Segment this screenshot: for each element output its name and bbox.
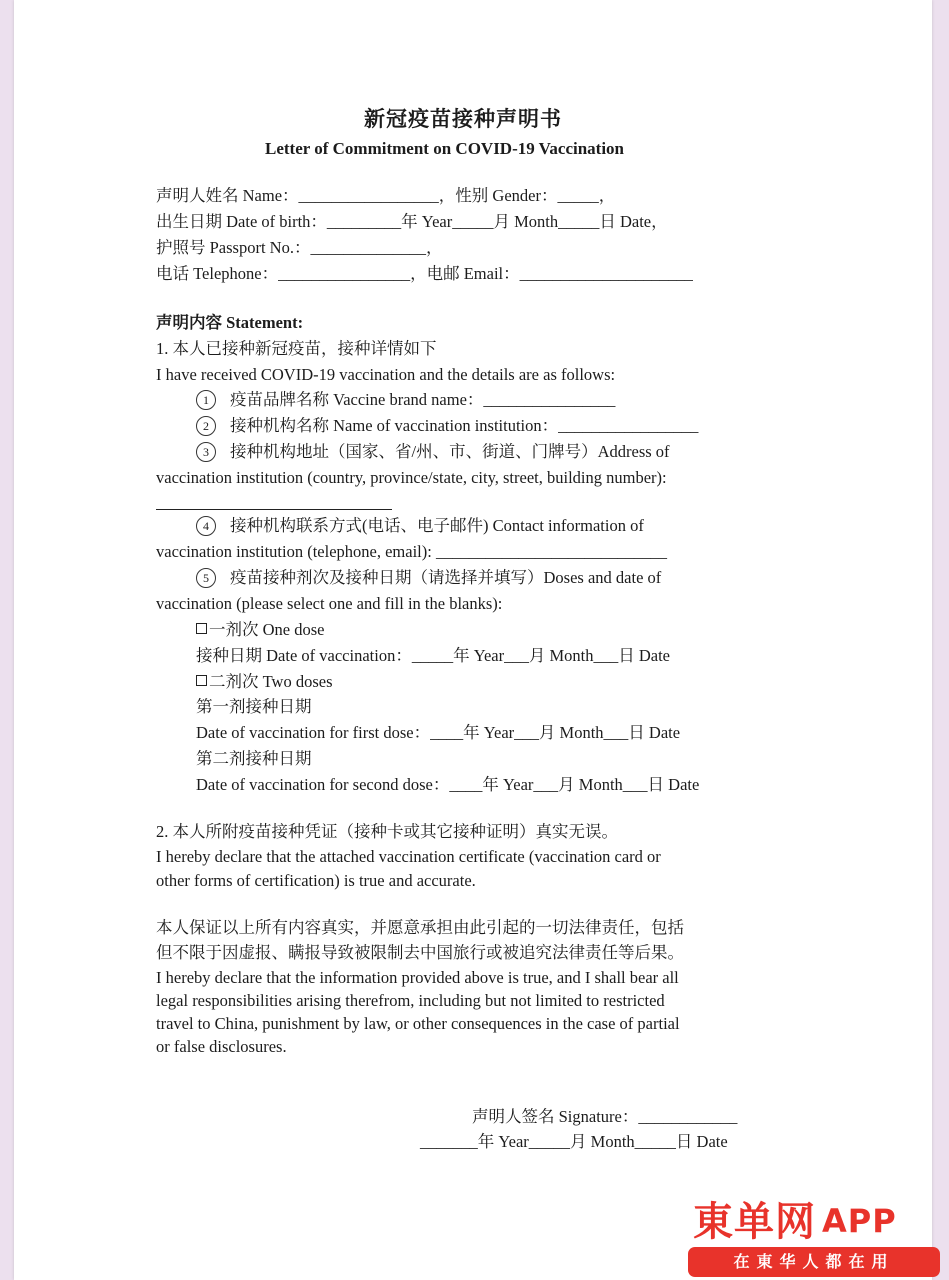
- watermark-tagline: 在東华人都在用: [688, 1247, 940, 1277]
- name-gender-line: 声明人姓名 Name：_________________，性别 Gender：_____，: [156, 186, 616, 205]
- two-doses-option: [196, 671, 333, 693]
- option-label: 二剂次 Two doses: [209, 672, 333, 691]
- birth-date-line: 出生日期 Date of birth：_________年 Year_____月 Month_____日 Date，: [156, 212, 668, 231]
- second-dose-label: 第二剂接种日期: [196, 749, 312, 768]
- item-text: 接种机构地址（国家、省/州、市、街道、门牌号）Address of: [230, 442, 670, 461]
- item-text: 接种机构联系方式(电话、电子邮件) Contact information of: [230, 516, 644, 535]
- item-vaccine-brand: [196, 389, 615, 411]
- first-dose-date-line: Date of vaccination for first dose：____年 Year___月 Month___日 Date: [196, 723, 681, 742]
- one-dose-option: [196, 619, 324, 641]
- option-label: 一剂次 One dose: [209, 620, 325, 639]
- circled-number: 1: [196, 390, 216, 410]
- item-text: 疫苗品牌名称 Vaccine brand name：________________: [230, 390, 616, 409]
- item-institution-address-continued: vaccination institution (country, province/state, city, street, building number):: [156, 468, 667, 487]
- title-english: Letter of Commitment on COVID-19 Vaccination: [265, 139, 625, 158]
- statement-heading: 声明内容 Statement:: [156, 313, 304, 332]
- item-text: 接种机构名称 Name of vaccination institution：_________________: [230, 416, 699, 435]
- one-dose-date-line: 接种日期 Date of vaccination：_____年 Year___月 Month___日 Date: [196, 646, 670, 665]
- second-dose-date-line: Date of vaccination for second dose：____年 Year___月 Month___日 Date: [196, 775, 700, 794]
- guarantee-chinese-1: 本人保证以上所有内容真实，并愿意承担由此引起的一切法律责任，包括: [156, 918, 684, 937]
- signature-date-line: _______年 Year_____月 Month_____日 Date: [420, 1132, 728, 1151]
- guarantee-english-2: legal responsibilities arising therefrom, including but not limited to restricted: [156, 991, 665, 1010]
- passport-line: 护照号 Passport No.：______________，: [156, 238, 443, 257]
- item-doses-and-dates: [196, 567, 661, 589]
- checkbox[interactable]: [196, 623, 207, 634]
- item-institution-contact: [196, 515, 644, 537]
- watermark-app-text: APP: [822, 1202, 897, 1240]
- statement-2-english-1: I hereby declare that the attached vaccination certificate (vaccination card or: [156, 847, 661, 866]
- circled-number: 3: [196, 442, 216, 462]
- checkbox[interactable]: [196, 675, 207, 686]
- statement-2-english-2: other forms of certification) is true and accurate.: [156, 871, 476, 890]
- guarantee-chinese-2: 但不限于因虚报、瞒报导致被限制去中国旅行或被追究法律责任等后果。: [156, 943, 684, 962]
- item-institution-name: [196, 415, 698, 437]
- circled-number: 5: [196, 568, 216, 588]
- statement-1-english: I have received COVID-19 vaccination and the details are as follows:: [156, 365, 616, 384]
- first-dose-label: 第一剂接种日期: [196, 697, 312, 716]
- guarantee-english-1: I hereby declare that the information provided above is true, and I shall bear all: [156, 968, 679, 987]
- item-doses-continued: vaccination (please select one and fill in the blanks):: [156, 594, 503, 613]
- item-text: 疫苗接种剂次及接种日期（请选择并填写）Doses and date of: [230, 568, 662, 587]
- circled-number: 4: [196, 516, 216, 536]
- item-institution-address: [196, 441, 670, 463]
- address-blank-line: [156, 509, 392, 510]
- watermark-logo: [693, 1198, 941, 1244]
- statement-2-chinese: 2. 本人所附疫苗接种凭证（接种卡或其它接种证明）真实无误。: [156, 822, 618, 841]
- telephone-email-line: 电话 Telephone：________________，电邮 Email：_____________________: [156, 264, 693, 283]
- watermark-logo-text: 東单网: [693, 1199, 816, 1245]
- statement-1-chinese: 1. 本人已接种新冠疫苗，接种详情如下: [156, 339, 437, 358]
- guarantee-english-3: travel to China, punishment by law, or other consequences in the case of partial: [156, 1014, 680, 1033]
- circled-number: 2: [196, 416, 216, 436]
- item-institution-contact-continued: vaccination institution (telephone, email): ____________________________: [156, 542, 667, 561]
- title-chinese: 新冠疫苗接种声明书: [364, 107, 562, 131]
- signature-line: 声明人签名 Signature：____________: [472, 1107, 738, 1126]
- guarantee-english-4: or false disclosures.: [156, 1037, 287, 1056]
